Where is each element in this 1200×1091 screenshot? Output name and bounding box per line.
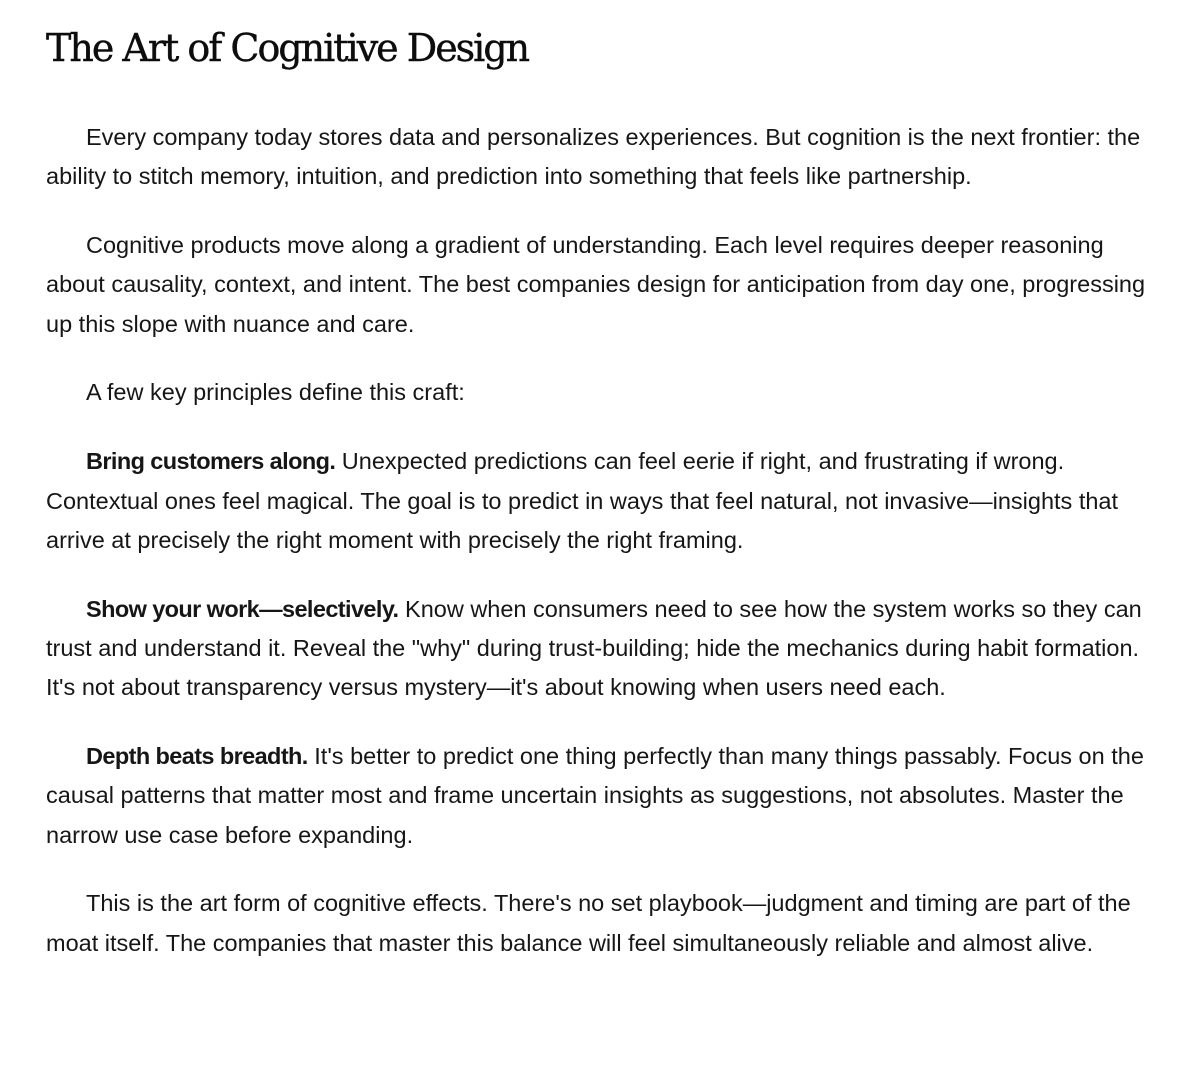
- paragraph-conclusion: [46, 884, 1146, 963]
- paragraph-principles-intro: [46, 373, 1146, 412]
- article: [46, 24, 1146, 963]
- paragraph-text: A few key principles define this craft:: [86, 379, 465, 406]
- paragraph-intro: [46, 118, 1146, 197]
- paragraph-text: Cognitive products move along a gradient of understanding. Each level requires deeper reasoning about causality, context, and intent. The best companies design for anticipation from day one, progressing up this slope with nuance and care.: [46, 232, 1146, 337]
- principle-depth-beats-breadth: [46, 737, 1146, 855]
- paragraph-text: Know when consumers need to see how the system works so they can trust and understand it. Reveal the "why" during trust-building; hide the mechanics during habit formation. It's not about transparency versus mystery—it's about knowing when users need each.: [46, 595, 1142, 701]
- principle-heading: Depth beats breadth.: [86, 743, 308, 770]
- paragraph-gradient: [46, 226, 1146, 344]
- principle-bring-customers-along: [46, 442, 1146, 560]
- paragraph-text: It's better to predict one thing perfectly than many things passably. Focus on the causal patterns that matter most and frame uncertain insights as suggestions, not absolutes. Master the narrow use case before expanding.: [46, 743, 1144, 848]
- principle-heading: Show your work—selectively.: [86, 595, 399, 622]
- paragraph-text: This is the art form of cognitive effects. There's no set playbook—judgment and timing are part of the moat itself. The companies that master this balance will feel simultaneously reliable and almost alive.: [46, 890, 1131, 956]
- principle-heading: Bring customers along.: [86, 448, 336, 475]
- paragraph-text: Every company today stores data and personalizes experiences. But cognition is the next frontier: the ability to stitch memory, intuition, and prediction into something that feels like partnership.: [46, 124, 1141, 190]
- principle-show-your-work: [46, 590, 1146, 708]
- article-title: The Art of Cognitive Design: [46, 26, 529, 70]
- paragraph-text: Unexpected predictions can feel eerie if right, and frustrating if wrong. Contextual ones feel magical. The goal is to predict in ways that feel natural, not invasive—insights that arrive at precisely the right moment with precisely the right framing.: [46, 448, 1119, 553]
